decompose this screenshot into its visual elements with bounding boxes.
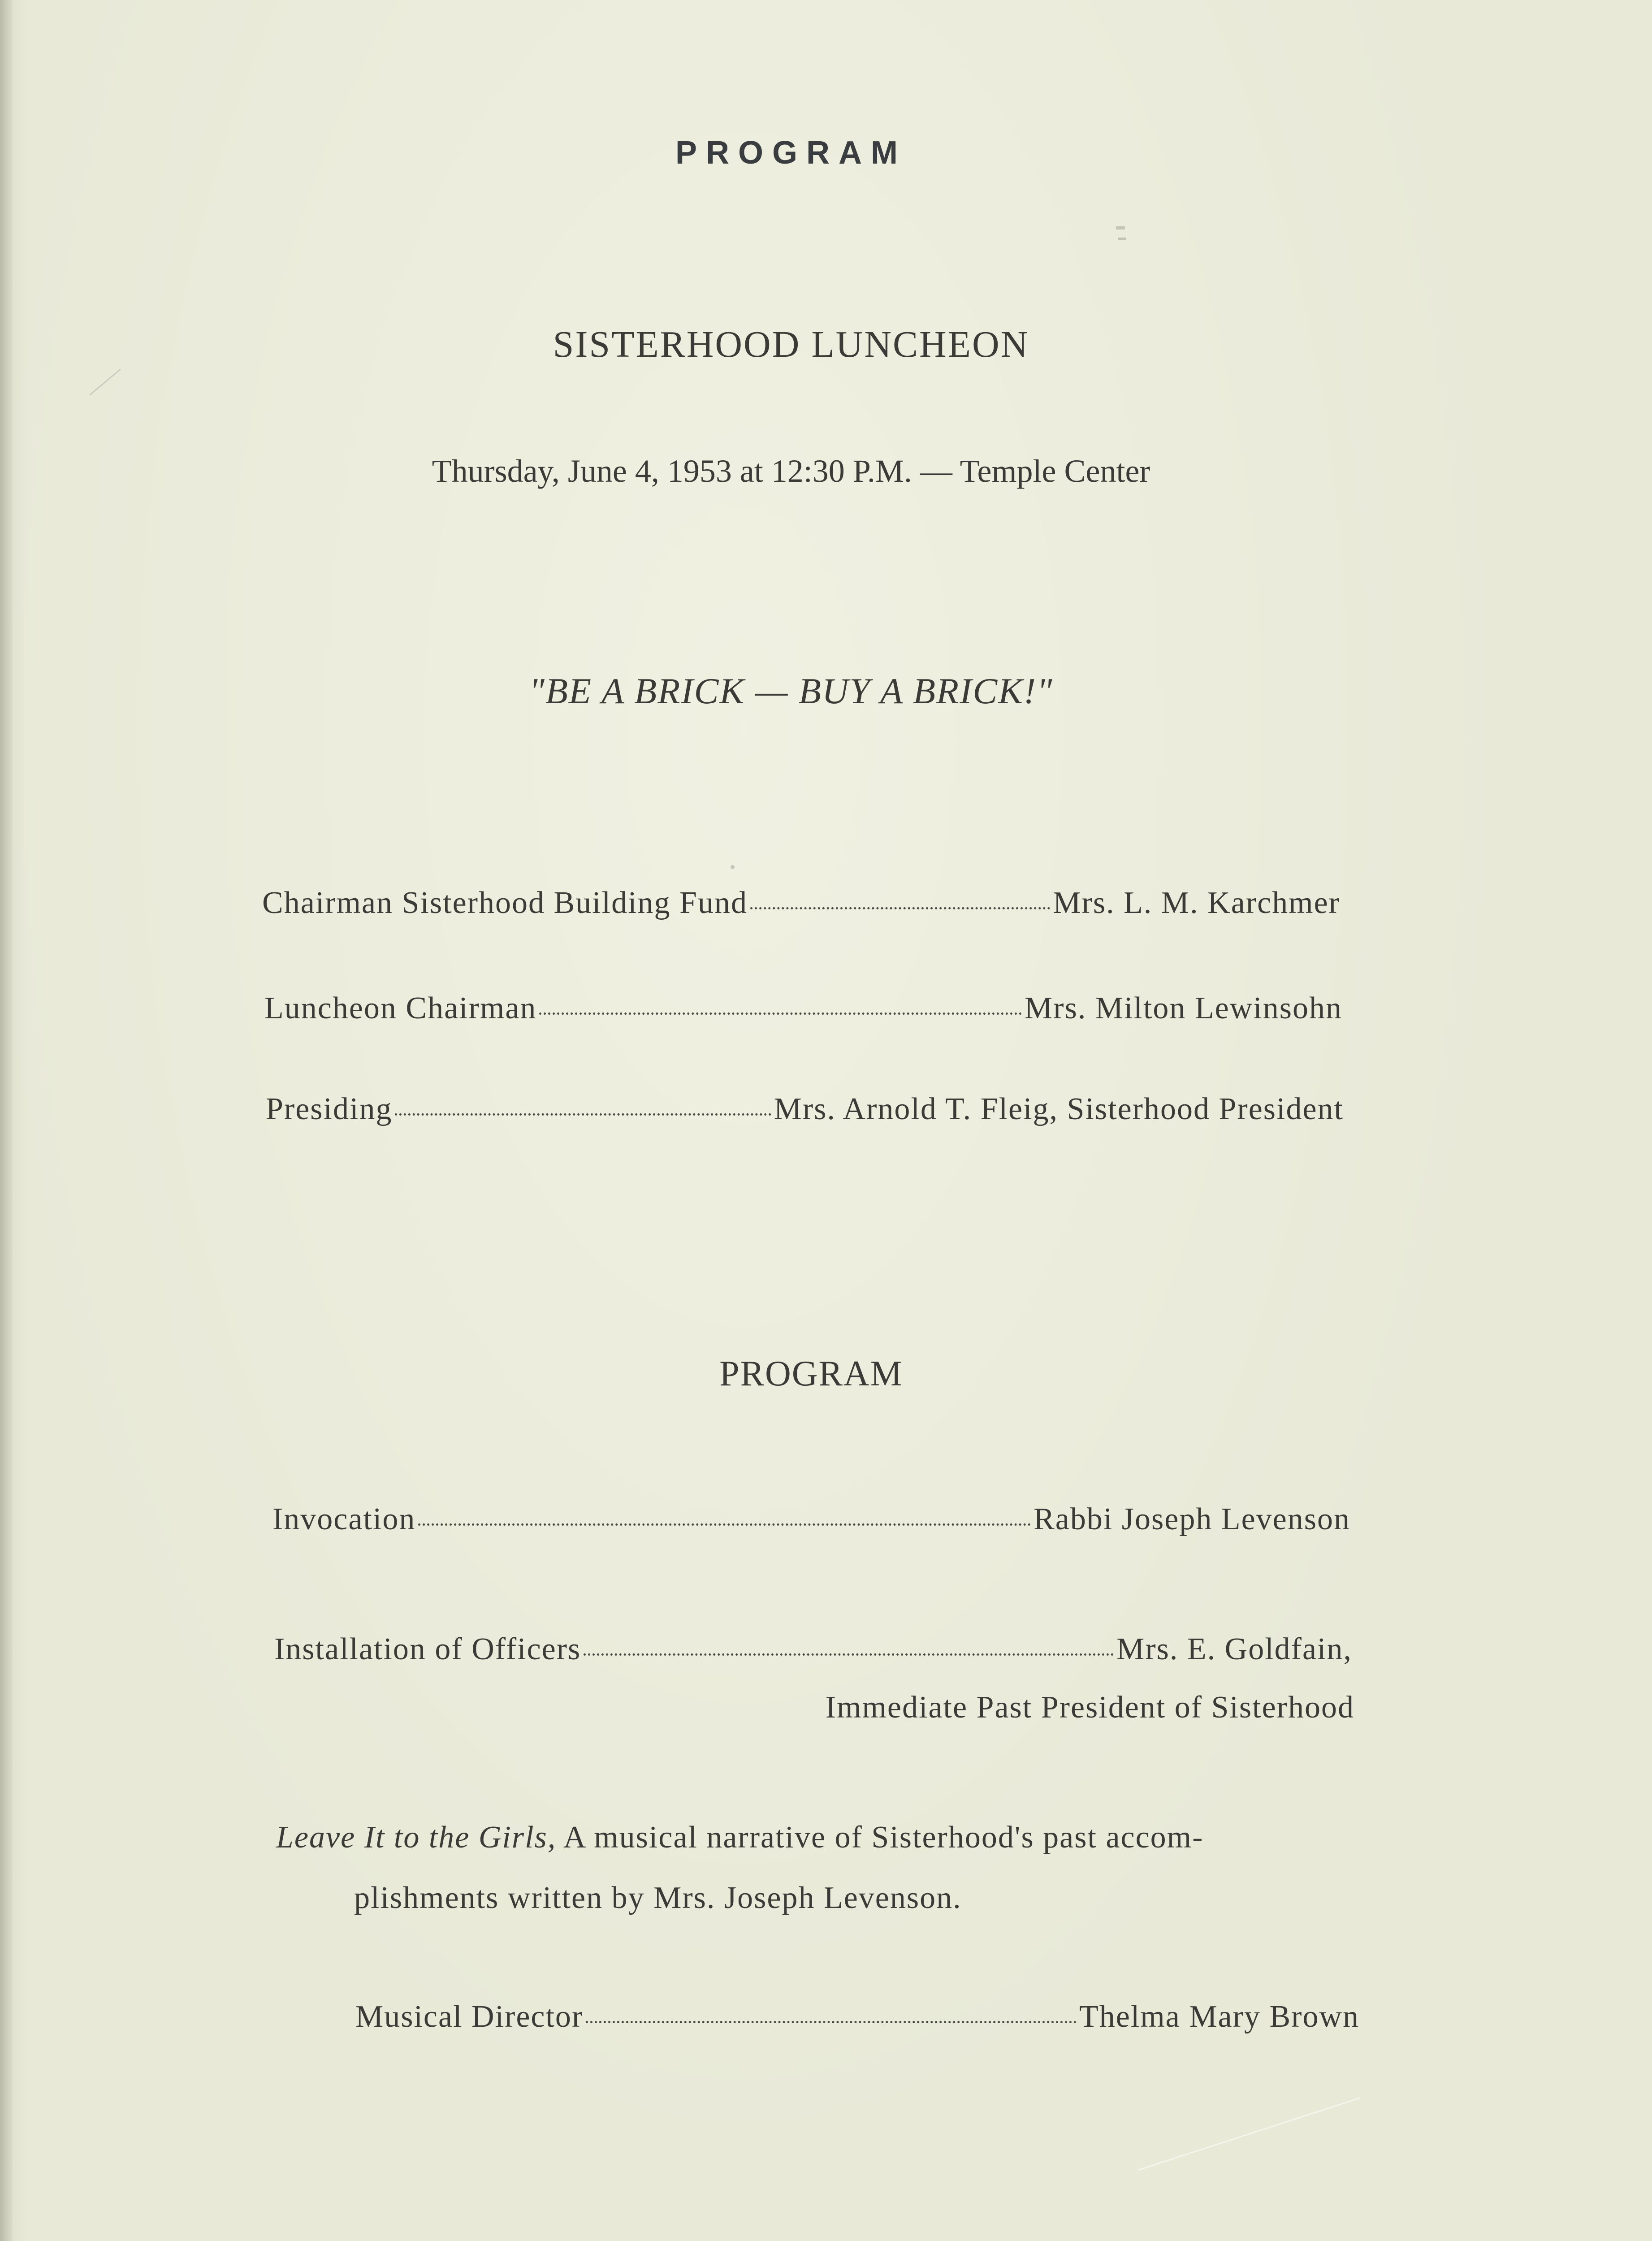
program-name: Mrs. E. Goldfain, (1116, 1632, 1352, 1666)
event-slogan: "BE A BRICK — BUY A BRICK!" (529, 671, 1053, 711)
officer-role: Chairman Sisterhood Building Fund (262, 886, 748, 920)
page-title: PROGRAM (675, 135, 907, 171)
officer-role: Luncheon Chairman (264, 991, 537, 1025)
officer-row-presiding (266, 1091, 1344, 1127)
dot-leader (586, 2021, 1077, 2023)
officer-role: Presiding (266, 1092, 393, 1126)
program-role: Invocation (272, 1502, 416, 1536)
program-role: Musical Director (355, 1999, 584, 2034)
dot-leader (539, 1012, 1022, 1015)
program-name: Thelma Mary Brown (1079, 1999, 1359, 2034)
narrative-line-1 (276, 1820, 1203, 1856)
narrative-text: A musical narrative of Sisterhood's past accom- (556, 1820, 1204, 1855)
officer-row-building-fund (262, 885, 1340, 921)
officer-row-luncheon-chairman (264, 991, 1342, 1026)
officer-name: Mrs. L. M. Karchmer (1053, 886, 1340, 920)
officer-name: Mrs. Milton Lewinsohn (1025, 991, 1342, 1025)
narrative-title: Leave It to the Girls, (276, 1820, 557, 1855)
program-row-installation (274, 1631, 1352, 1667)
dot-leader (395, 1113, 771, 1116)
program-heading: PROGRAM (719, 1354, 903, 1393)
program-role: Installation of Officers (274, 1632, 581, 1666)
paper-crease (1138, 2097, 1360, 2171)
event-dateline: Thursday, June 4, 1953 at 12:30 P.M. — Temple Center (432, 453, 1150, 489)
program-row-musical-director (355, 1999, 1359, 2035)
paper-mark (731, 865, 735, 869)
program-name-continued: Immediate Past President of Sisterhood (825, 1690, 1354, 1725)
program-row-invocation (272, 1501, 1350, 1537)
dot-leader (418, 1523, 1031, 1526)
dot-leader (750, 907, 1050, 909)
narrative-line-2: plishments written by Mrs. Joseph Levenson. (354, 1881, 962, 1915)
officer-name: Mrs. Arnold T. Fleig, Sisterhood President (774, 1092, 1344, 1126)
dot-leader (584, 1653, 1114, 1656)
paper-mark (1116, 226, 1125, 229)
paper-mark (1118, 238, 1126, 240)
paper-crease (89, 369, 121, 396)
event-name: SISTERHOOD LUNCHEON (553, 324, 1029, 365)
program-name: Rabbi Joseph Levenson (1034, 1502, 1350, 1536)
